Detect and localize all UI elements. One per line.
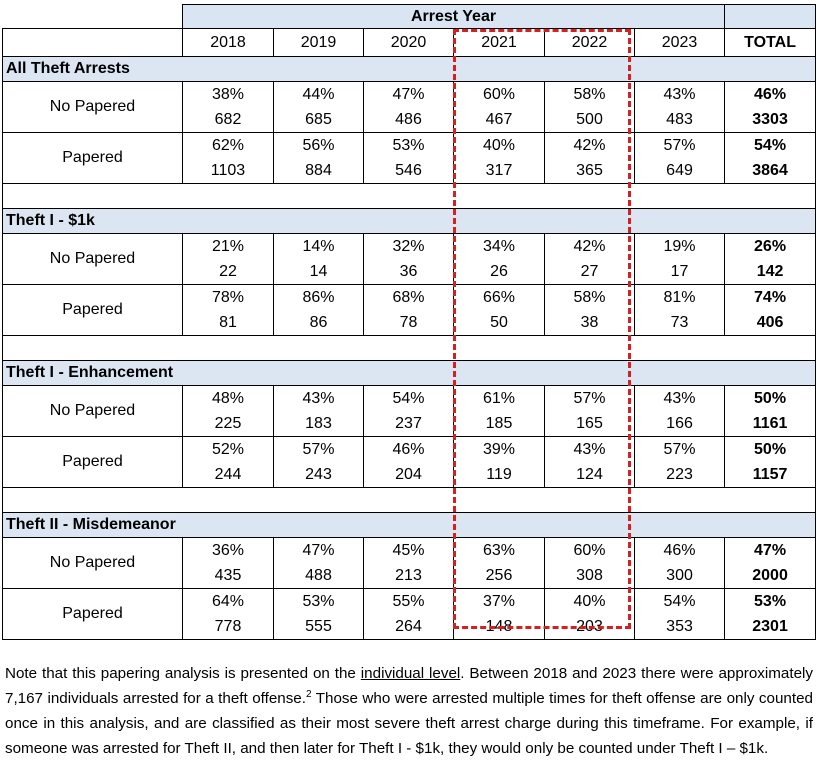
data-cell: [635, 437, 725, 488]
percent-value: 78%: [211, 289, 245, 306]
section-header-row: [3, 209, 816, 234]
total-count: 406: [756, 314, 784, 331]
data-cell: [274, 234, 364, 285]
table-row: [3, 589, 816, 640]
row-label: Papered: [3, 285, 183, 336]
label-header-blank: [3, 29, 183, 57]
table-row: [3, 386, 816, 437]
percent-value: 45%: [392, 542, 425, 559]
percent-value: 42%: [573, 137, 606, 154]
total-header-blank: [725, 5, 816, 29]
data-cell: [183, 589, 274, 640]
data-cell: [364, 234, 454, 285]
count-value: 317: [485, 162, 513, 179]
total-percent: 53%: [754, 593, 787, 610]
row-label: Papered: [3, 589, 183, 640]
count-value: 148: [485, 618, 513, 635]
data-cell: [545, 234, 635, 285]
percent-value: 81%: [663, 289, 696, 306]
count-value: 50: [490, 314, 508, 331]
data-cell: [635, 234, 725, 285]
data-cell: [364, 285, 454, 336]
year-header-2020: 2020: [364, 29, 454, 57]
data-cell: [454, 133, 545, 184]
percent-value: 61%: [482, 390, 516, 407]
percent-value: 58%: [573, 86, 606, 103]
count-value: 884: [305, 162, 332, 179]
count-value: 685: [305, 111, 332, 128]
percent-value: 56%: [302, 137, 335, 154]
total-count: 3864: [752, 162, 788, 179]
count-value: 546: [395, 162, 422, 179]
data-cell: [635, 285, 725, 336]
note-text-3: Those who were arrested multiple times for theft offense are only counted once in this analysis, and are classified as their most severe theft arrest charge during this timeframe. For example, if someone was arrested for Theft II, and then later for Theft I - $1k, they would only be counted under Theft I – $1k.: [5, 690, 813, 758]
count-value: 38: [580, 314, 599, 331]
percent-value: 46%: [392, 441, 425, 458]
percent-value: 53%: [392, 137, 425, 154]
data-cell: [364, 437, 454, 488]
percent-value: 54%: [663, 593, 696, 610]
data-cell: [545, 437, 635, 488]
count-value: 204: [395, 466, 422, 483]
percent-value: 55%: [392, 593, 425, 610]
count-value: 165: [576, 415, 603, 432]
data-cell: [364, 82, 454, 133]
data-cell: [454, 285, 545, 336]
count-value: 183: [305, 415, 332, 432]
data-cell: [183, 133, 274, 184]
count-value: 73: [670, 314, 689, 331]
total-cell: [725, 133, 816, 184]
count-value: 483: [666, 111, 693, 128]
data-cell: [364, 538, 454, 589]
data-cell: [183, 538, 274, 589]
count-value: 365: [576, 162, 603, 179]
section-title: All Theft Arrests: [3, 57, 816, 82]
total-cell: [725, 82, 816, 133]
total-percent: 26%: [754, 238, 787, 255]
percent-value: 46%: [663, 542, 696, 559]
data-cell: [274, 82, 364, 133]
count-value: 682: [214, 111, 242, 128]
percent-value: 48%: [211, 390, 245, 407]
count-value: 26: [490, 263, 508, 280]
year-header-2021: 2021: [454, 29, 545, 57]
count-value: 778: [214, 618, 242, 635]
table-row: [3, 437, 816, 488]
data-cell: [274, 437, 364, 488]
total-cell: [725, 285, 816, 336]
data-cell: [183, 386, 274, 437]
data-cell: [183, 437, 274, 488]
count-value: 27: [580, 263, 599, 280]
data-cell: [454, 589, 545, 640]
data-cell: [454, 437, 545, 488]
row-label: No Papered: [3, 82, 183, 133]
total-count: 2000: [752, 567, 788, 584]
percent-value: 47%: [302, 542, 335, 559]
data-cell: [635, 82, 725, 133]
percent-value: 66%: [482, 289, 516, 306]
count-value: 467: [485, 111, 513, 128]
section-header-row: [3, 361, 816, 386]
footnote-marker: 2: [305, 689, 312, 701]
corner-blank: [3, 5, 183, 29]
count-value: 500: [576, 111, 603, 128]
note-text-2: . Between 2018 and 2023 there were approximately 7,167 individuals arrested for a theft offense.: [5, 665, 814, 708]
total-count: 3303: [752, 111, 788, 128]
table-row: [3, 538, 816, 589]
total-percent: 54%: [754, 137, 787, 154]
percent-value: 34%: [482, 238, 516, 255]
spacer-row: [3, 184, 816, 209]
data-cell: [635, 589, 725, 640]
data-cell: [274, 386, 364, 437]
data-cell: [183, 234, 274, 285]
percent-value: 42%: [573, 238, 606, 255]
count-value: 14: [309, 263, 328, 280]
data-cell: [454, 538, 545, 589]
percent-value: 21%: [211, 238, 245, 255]
data-cell: [545, 133, 635, 184]
total-cell: [725, 386, 816, 437]
spacer-cell: [3, 184, 816, 209]
data-cell: [454, 234, 545, 285]
total-percent: 47%: [754, 542, 787, 559]
spacer-row: [3, 336, 816, 361]
data-cell: [545, 386, 635, 437]
data-cell: [635, 133, 725, 184]
total-cell: [725, 538, 816, 589]
spacer-cell: [3, 488, 816, 513]
total-cell: [725, 437, 816, 488]
total-count: 1157: [752, 466, 788, 483]
percent-value: 14%: [302, 238, 335, 255]
header-row-group: [3, 5, 816, 29]
total-percent: 50%: [754, 441, 787, 458]
count-value: 36: [399, 263, 418, 280]
percent-value: 63%: [482, 542, 516, 559]
count-value: 124: [576, 466, 603, 483]
count-value: 119: [486, 466, 512, 483]
data-cell: [454, 386, 545, 437]
count-value: 203: [576, 618, 603, 635]
count-value: 308: [576, 567, 603, 584]
analysis-note: [5, 661, 813, 761]
percent-value: 44%: [302, 86, 335, 103]
table-row: [3, 82, 816, 133]
total-cell: [725, 589, 816, 640]
note-text-1: Note that this papering analysis is presented on the: [5, 665, 361, 683]
data-cell: [545, 589, 635, 640]
note-underlined-text: individual level: [360, 665, 461, 683]
percent-value: 47%: [392, 86, 425, 103]
total-header: TOTAL: [725, 29, 816, 57]
row-label: No Papered: [3, 386, 183, 437]
count-value: 555: [305, 618, 332, 635]
arrest-year-header: Arrest Year: [183, 5, 725, 29]
percent-value: 38%: [211, 86, 245, 103]
table-row: [3, 133, 816, 184]
data-cell: [274, 538, 364, 589]
table-row: [3, 285, 816, 336]
section-title: Theft I - $1k: [3, 209, 816, 234]
count-value: 17: [670, 263, 689, 280]
percent-value: 60%: [573, 542, 606, 559]
count-value: 256: [485, 567, 513, 584]
percent-value: 39%: [482, 441, 516, 458]
row-label: No Papered: [3, 234, 183, 285]
percent-value: 43%: [663, 86, 696, 103]
percent-value: 57%: [573, 390, 606, 407]
row-label: Papered: [3, 133, 183, 184]
total-percent: 46%: [754, 86, 787, 103]
count-value: 264: [395, 618, 422, 635]
total-percent: 74%: [754, 289, 787, 306]
data-cell: [183, 285, 274, 336]
data-cell: [364, 133, 454, 184]
year-header-2019: 2019: [274, 29, 364, 57]
count-value: 78: [399, 314, 418, 331]
count-value: 22: [219, 263, 237, 280]
spacer-cell: [3, 336, 816, 361]
year-header-2023: 2023: [635, 29, 725, 57]
total-count: 2301: [752, 618, 788, 635]
percent-value: 36%: [211, 542, 245, 559]
data-cell: [545, 82, 635, 133]
data-cell: [635, 386, 725, 437]
row-label: No Papered: [3, 538, 183, 589]
count-value: 649: [666, 162, 693, 179]
section-header-row: [3, 57, 816, 82]
section-header-row: [3, 513, 816, 538]
percent-value: 68%: [392, 289, 425, 306]
data-cell: [364, 589, 454, 640]
data-cell: [274, 133, 364, 184]
percent-value: 40%: [482, 137, 516, 154]
count-value: 225: [214, 415, 242, 432]
count-value: 223: [666, 466, 693, 483]
count-value: 1103: [210, 162, 246, 179]
count-value: 243: [305, 466, 332, 483]
count-value: 237: [395, 415, 422, 432]
percent-value: 52%: [211, 441, 245, 458]
count-value: 244: [214, 466, 242, 483]
percent-value: 86%: [302, 289, 335, 306]
section-title: Theft II - Misdemeanor: [3, 513, 816, 538]
data-cell: [454, 82, 545, 133]
row-label: Papered: [3, 437, 183, 488]
percent-value: 57%: [663, 137, 696, 154]
count-value: 353: [666, 618, 693, 635]
data-cell: [183, 82, 274, 133]
data-cell: [635, 538, 725, 589]
total-count: 1161: [752, 415, 788, 432]
data-cell: [545, 285, 635, 336]
count-value: 300: [666, 567, 693, 584]
percent-value: 43%: [573, 441, 606, 458]
percent-value: 43%: [302, 390, 335, 407]
count-value: 435: [214, 567, 242, 584]
total-cell: [725, 234, 816, 285]
percent-value: 57%: [663, 441, 696, 458]
year-header-2018: 2018: [183, 29, 274, 57]
percent-value: 53%: [302, 593, 335, 610]
percent-value: 32%: [392, 238, 425, 255]
total-count: 142: [756, 263, 784, 280]
data-cell: [545, 538, 635, 589]
percent-value: 37%: [482, 593, 516, 610]
table-row: [3, 234, 816, 285]
section-title: Theft I - Enhancement: [3, 361, 816, 386]
header-row-years: [3, 29, 816, 57]
year-header-2022: 2022: [545, 29, 635, 57]
spacer-row: [3, 488, 816, 513]
data-cell: [364, 386, 454, 437]
percent-value: 57%: [302, 441, 335, 458]
percent-value: 60%: [482, 86, 516, 103]
count-value: 486: [395, 111, 422, 128]
percent-value: 40%: [573, 593, 606, 610]
count-value: 166: [666, 415, 693, 432]
data-cell: [274, 589, 364, 640]
percent-value: 43%: [663, 390, 696, 407]
count-value: 213: [395, 567, 422, 584]
arrest-table: [2, 4, 816, 640]
count-value: 185: [485, 415, 513, 432]
percent-value: 54%: [392, 390, 425, 407]
percent-value: 64%: [211, 593, 245, 610]
count-value: 488: [305, 567, 332, 584]
percent-value: 62%: [211, 137, 245, 154]
count-value: 86: [309, 314, 328, 331]
total-percent: 50%: [754, 390, 787, 407]
percent-value: 58%: [573, 289, 606, 306]
data-cell: [274, 285, 364, 336]
count-value: 81: [219, 314, 237, 331]
percent-value: 19%: [663, 238, 696, 255]
